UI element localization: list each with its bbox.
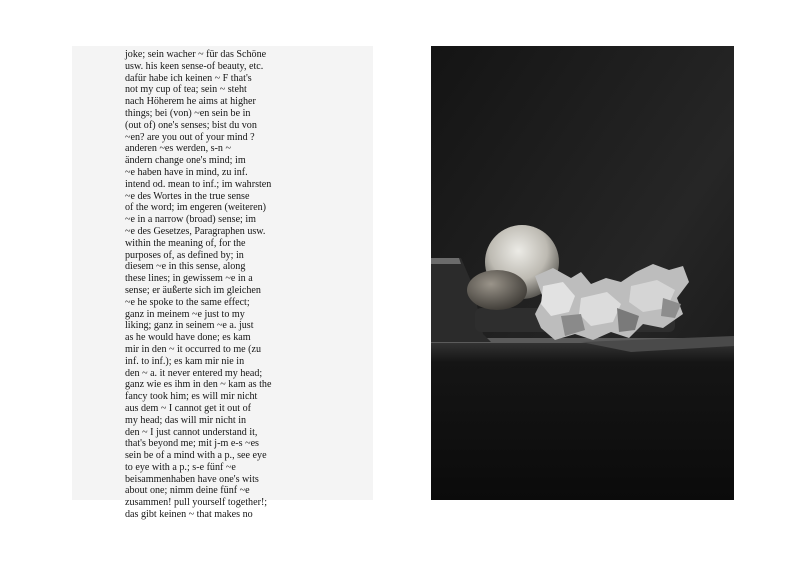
dictionary-line: fancy took him; es will mir nicht xyxy=(125,391,258,403)
dictionary-line: ändern change one's mind; im xyxy=(125,155,246,167)
dictionary-line: ~e des Gesetzes, Paragraphen usw. xyxy=(125,225,266,237)
dictionary-line: about one; nimm deine fünf ~e xyxy=(125,485,250,497)
dictionary-line: ~en? are you out of your mind ? xyxy=(125,131,255,143)
dictionary-line: nach Höherem he aims at higher xyxy=(125,96,256,108)
dictionary-line: ~e in a narrow (broad) sense; im xyxy=(125,214,257,226)
dictionary-line: within the meaning of, for the xyxy=(125,237,246,249)
potato xyxy=(467,270,527,310)
dictionary-line: not my cup of tea; sein ~ steht xyxy=(125,84,247,96)
dictionary-line: liking; ganz in seinem ~e a. just xyxy=(125,320,254,332)
dictionary-line: ~e haben have in mind, zu inf. xyxy=(125,166,248,178)
dictionary-text-column xyxy=(125,49,315,521)
dictionary-line: ganz wie es ihm in den ~ kam as the xyxy=(125,379,272,391)
dictionary-line: den ~ a. it never entered my head; xyxy=(125,367,263,379)
still-life-photograph xyxy=(431,46,734,500)
dictionary-line: (out of) one's senses; bist du von xyxy=(125,119,257,131)
dictionary-line: things; bei (von) ~en sein be in xyxy=(125,107,251,119)
dictionary-line: dafür habe ich keinen ~ F that's xyxy=(125,72,252,84)
dictionary-line: inf. to inf.); es kam mir nie in xyxy=(125,355,245,367)
dictionary-line: ganz in meinem ~e just to my xyxy=(125,308,245,320)
dictionary-line: purposes of, as defined by; in xyxy=(125,249,244,261)
dictionary-line: zusammen! pull yourself together!; xyxy=(125,497,268,509)
dictionary-line: to eye with a p.; s-e fünf ~e xyxy=(125,461,236,473)
dictionary-line: usw. his keen sense-of beauty, etc. xyxy=(125,60,264,72)
dictionary-line: mir in den ~ it occurred to me (zu xyxy=(125,343,262,355)
dictionary-line: these lines; in gewissem ~e in a xyxy=(125,273,253,285)
dictionary-line: ~e he spoke to the same effect; xyxy=(125,296,250,308)
dictionary-line: that's beyond me; mit j-m e-s ~es xyxy=(125,438,259,450)
dictionary-line: anderen ~es werden, s-n ~ xyxy=(125,143,231,155)
dictionary-line: das gibt keinen ~ that makes no xyxy=(125,509,253,521)
dictionary-line: of the word; im engeren (weiteren) xyxy=(125,202,266,214)
dictionary-line: joke; sein wacher ~ für das Schöne xyxy=(125,49,267,60)
still-life-illustration xyxy=(431,46,734,500)
dictionary-page-photo xyxy=(72,46,373,521)
dictionary-line: beisammenhaben have one's wits xyxy=(125,473,259,485)
dictionary-line: aus dem ~ I cannot get it out of xyxy=(125,402,251,414)
dictionary-line: diesem ~e in this sense, along xyxy=(125,261,246,273)
dictionary-line: my head; das will mir nicht in xyxy=(125,414,247,426)
dictionary-line: ~e des Wortes in the true sense xyxy=(125,190,250,202)
dictionary-line: sein be of a mind with a p., see eye xyxy=(125,450,267,462)
dictionary-line: as he would have done; es kam xyxy=(125,332,251,344)
dictionary-line: den ~ I just cannot understand it, xyxy=(125,426,258,438)
dictionary-line: intend od. mean to inf.; im wahrsten xyxy=(125,178,272,190)
bowl-rim xyxy=(431,258,461,264)
dictionary-line: sense; er äußerte sich im gleichen xyxy=(125,284,261,296)
table-surface xyxy=(431,338,734,500)
